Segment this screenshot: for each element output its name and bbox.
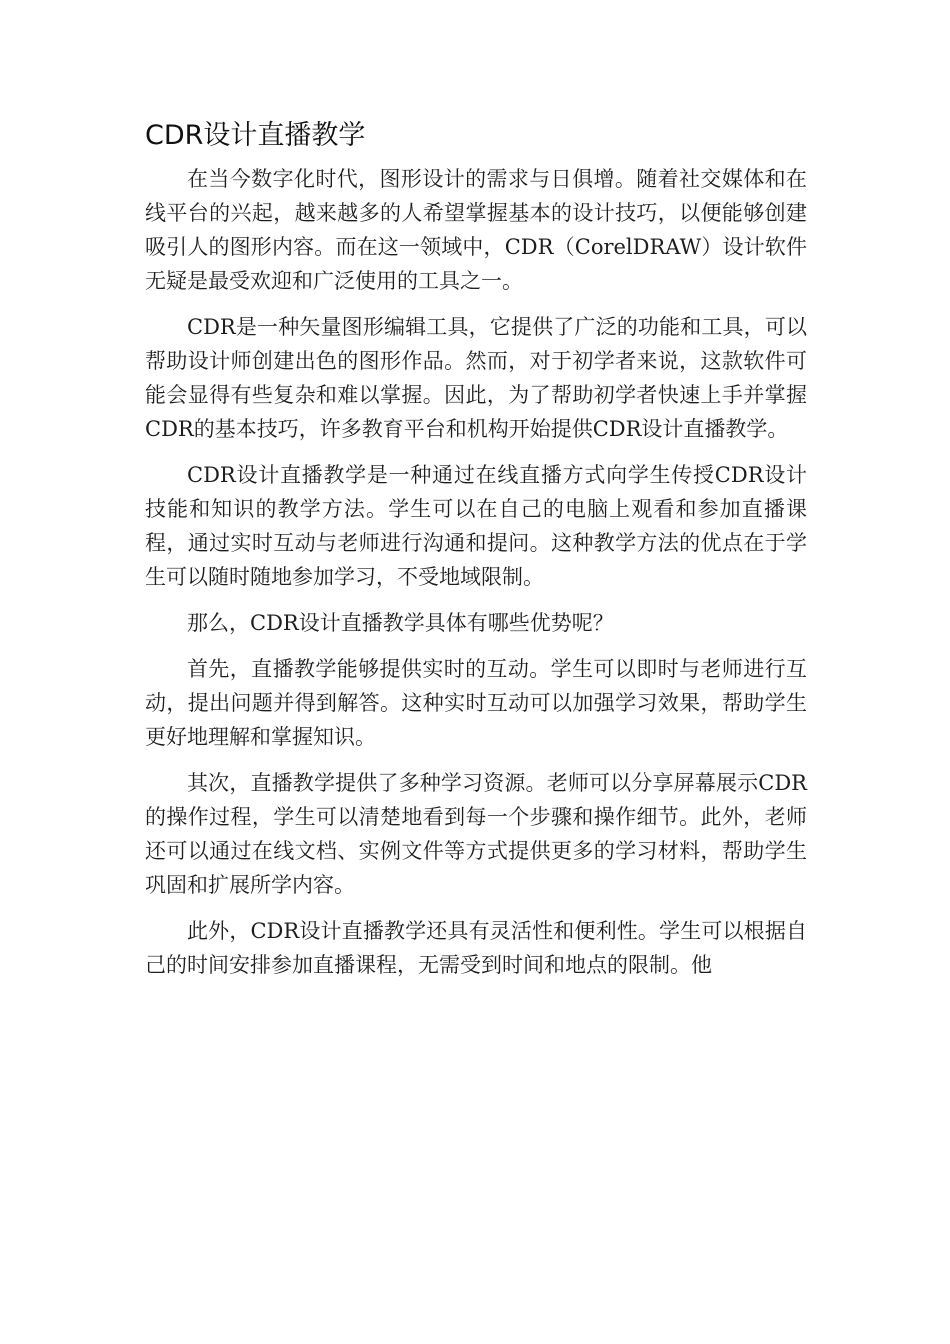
paragraph-live-teaching: CDR设计直播教学是一种通过在线直播方式向学生传授CDR设计技能和知识的教学方法。学生可以在自己的电脑上观看和参加直播课程，通过实时互动与老师进行沟通和提问。这种教学方法的优点在于学生可以随时随地参加学习，不受地域限制。 — [145, 463, 807, 589]
paragraph-second-advantage: 其次，直播教学提供了多种学习资源。老师可以分享屏幕展示CDR的操作过程，学生可以清楚地看到每一个步骤和操作细节。此外，老师还可以通过在线文档、实例文件等方式提供更多的学习材料，帮助学生巩固和扩展所学内容。 — [145, 771, 807, 897]
document-body — [145, 114, 807, 994]
paragraph-cdr-overview: CDR是一种矢量图形编辑工具，它提供了广泛的功能和工具，可以帮助设计师创建出色的图形作品。然而，对于初学者来说，这款软件可能会显得有些复杂和难以掌握。因此，为了帮助初学者快速上手并掌握CDR的基本技巧，许多教育平台和机构开始提供CDR设计直播教学。 — [145, 315, 807, 441]
paragraph-advantages-question: 那么，CDR设计直播教学具体有哪些优势呢？ — [187, 611, 614, 635]
paragraph-flexibility: 此外，CDR设计直播教学还具有灵活性和便利性。学生可以根据自己的时间安排参加直播课程，无需受到时间和地点的限制。他 — [145, 919, 807, 977]
paragraph-intro: 在当今数字化时代，图形设计的需求与日俱增。随着社交媒体和在线平台的兴起，越来越多的人希望掌握基本的设计技巧，以便能够创建吸引人的图形内容。而在这一领域中，CDR（CorelDRAW）设计软件无疑是最受欢迎和广泛使用的工具之一。 — [145, 167, 807, 293]
paragraph-first-advantage: 首先，直播教学能够提供实时的互动。学生可以即时与老师进行互动，提出问题并得到解答。这种实时互动可以加强学习效果，帮助学生更好地理解和掌握知识。 — [145, 657, 807, 749]
document-title: CDR设计直播教学 — [145, 120, 366, 151]
